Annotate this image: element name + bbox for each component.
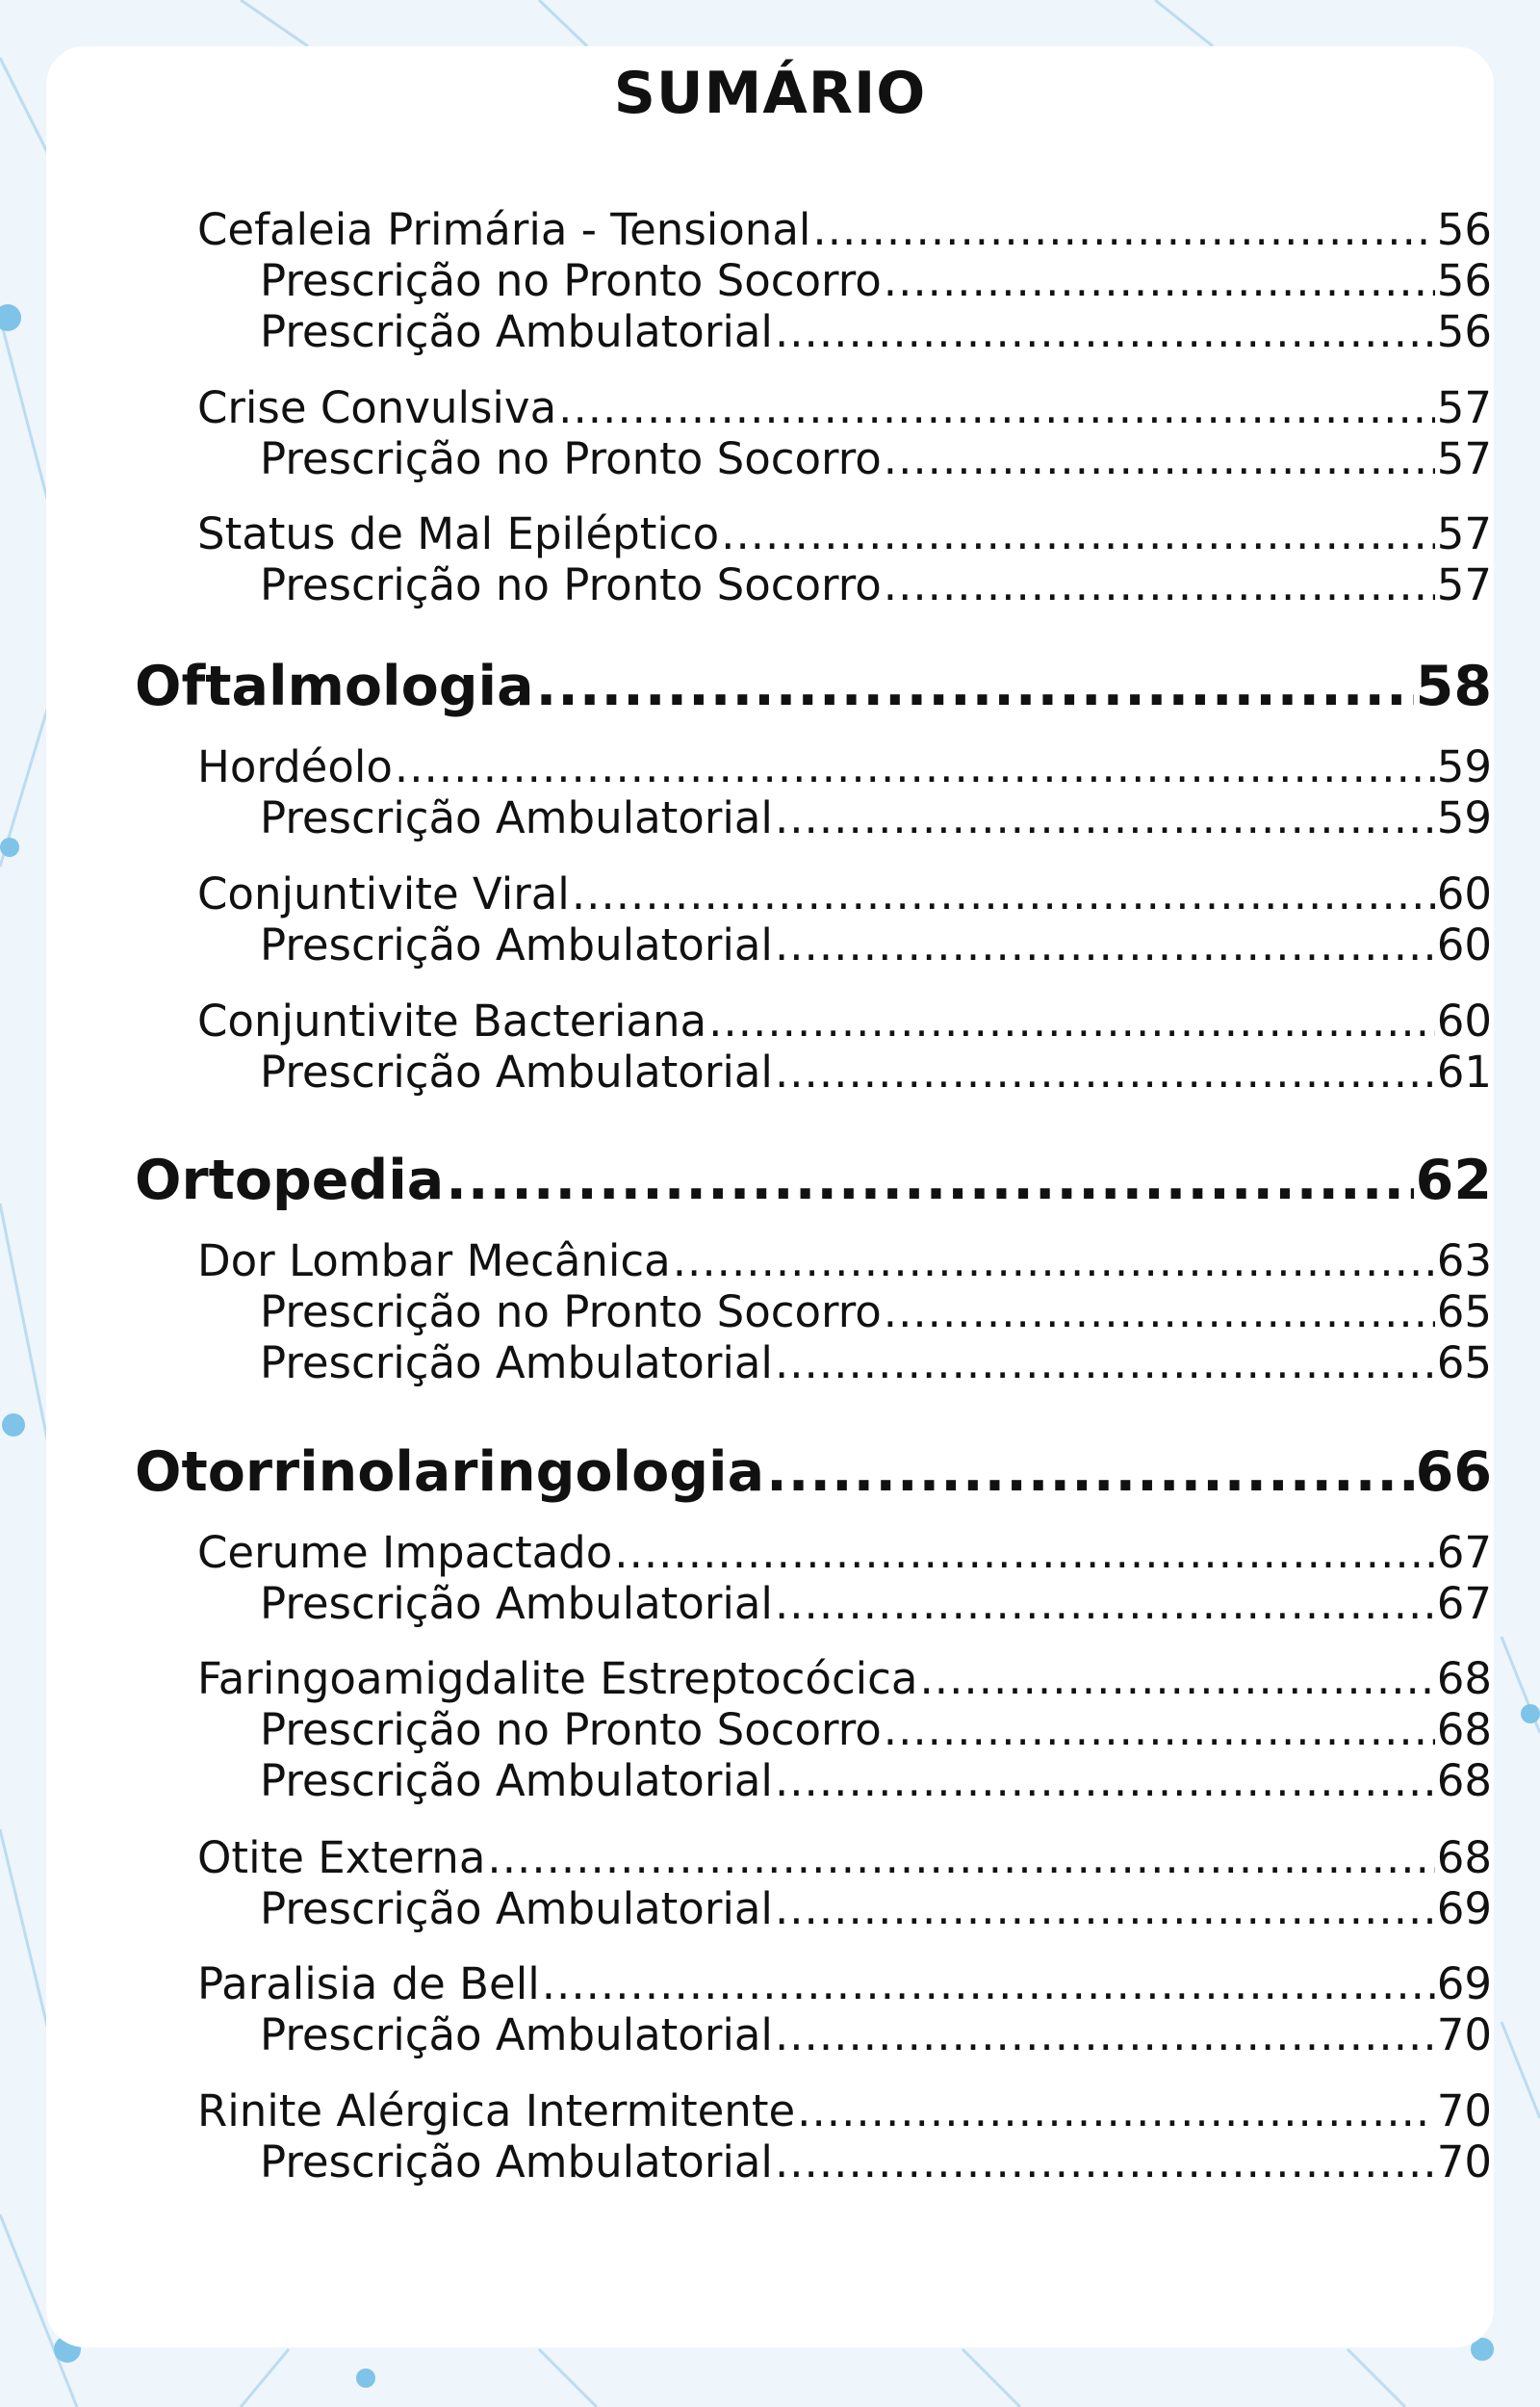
toc-page-number: 65 [1436, 1337, 1492, 1388]
dot-leader [558, 382, 1435, 433]
toc-subentry [260, 792, 1492, 843]
toc-entry-label: Prescrição Ambulatorial [260, 1755, 773, 1806]
dot-leader [542, 1958, 1435, 2009]
dot-leader [884, 559, 1435, 610]
dot-leader [572, 868, 1435, 919]
toc-entry-label: Prescrição Ambulatorial [260, 919, 773, 971]
toc-entry-label: Crise Convulsiva [197, 382, 557, 433]
dot-leader [812, 204, 1434, 255]
toc-topic-entry [197, 1235, 1492, 1286]
dot-leader [721, 508, 1435, 559]
dot-leader [775, 2136, 1435, 2187]
toc-topic-entry [197, 1958, 1492, 2009]
toc-entry-label: Prescrição Ambulatorial [260, 1047, 773, 1098]
dot-leader [673, 1235, 1435, 1286]
toc-subentry [260, 1704, 1492, 1755]
toc-topic-entry [197, 868, 1492, 919]
dot-leader [775, 1337, 1435, 1388]
dot-leader [775, 919, 1435, 971]
toc-page-number: 67 [1436, 1578, 1492, 1629]
toc-entry-label: Prescrição Ambulatorial [260, 1883, 773, 1934]
toc-entry-label: Conjuntivite Viral [197, 868, 570, 919]
toc-page-number: 57 [1436, 508, 1492, 559]
toc-entry-label: Prescrição Ambulatorial [260, 2136, 773, 2187]
toc-page-number: 68 [1436, 1704, 1492, 1755]
toc-topic-entry [197, 996, 1492, 1047]
toc-page-number: 56 [1436, 306, 1492, 357]
toc-entry-label: Prescrição no Pronto Socorro [260, 1704, 882, 1755]
dot-leader [775, 1883, 1435, 1934]
toc-topic-entry [197, 2085, 1492, 2136]
toc-page-number: 56 [1436, 255, 1492, 306]
toc-section-heading [135, 1149, 1492, 1212]
dot-leader [775, 1755, 1435, 1806]
dot-leader [446, 1149, 1413, 1212]
toc-entry-label: Dor Lombar Mecânica [197, 1235, 671, 1286]
dot-leader [536, 655, 1414, 718]
toc-page-number: 60 [1436, 919, 1492, 971]
toc-entry-label: Otorrinolaringologia [135, 1440, 765, 1504]
dot-leader [884, 1286, 1435, 1337]
toc-topic-entry [197, 508, 1492, 559]
toc-entry-label: Prescrição Ambulatorial [260, 1578, 773, 1629]
toc-entry-label: Status de Mal Epiléptico [197, 508, 720, 559]
toc-page-number: 59 [1436, 741, 1492, 792]
toc-subentry [260, 559, 1492, 610]
toc-topic-entry [197, 1832, 1492, 1883]
toc-entry-label: Faringoamigdalite Estreptocócica [197, 1653, 918, 1704]
toc-page-number: 57 [1436, 433, 1492, 484]
toc-page-number: 60 [1436, 996, 1492, 1047]
dot-leader [395, 741, 1435, 792]
toc-subentry [260, 2136, 1492, 2187]
toc-page-number: 69 [1436, 1883, 1492, 1934]
toc-topic-entry [197, 1653, 1492, 1704]
toc-page-number: 61 [1436, 1047, 1492, 1098]
dot-leader [614, 1527, 1434, 1578]
toc-entry-label: Cerume Impactado [197, 1527, 613, 1578]
toc-entry-label: Rinite Alérgica Intermitente [197, 2085, 796, 2136]
toc-page-number: 58 [1415, 655, 1492, 718]
toc-page-number: 66 [1415, 1440, 1492, 1504]
toc-section-heading [135, 1440, 1492, 1504]
dot-leader [775, 1047, 1435, 1098]
toc-entry-label: Prescrição Ambulatorial [260, 2009, 773, 2060]
toc-page-number: 57 [1436, 559, 1492, 610]
toc-page-number: 69 [1436, 1958, 1492, 2009]
toc-page-number: 65 [1436, 1286, 1492, 1337]
toc-page-number: 56 [1436, 204, 1492, 255]
toc-page-number: 68 [1436, 1755, 1492, 1806]
toc-page-number: 59 [1436, 792, 1492, 843]
toc-entry-label: Ortopedia [135, 1149, 445, 1212]
toc-page-number: 70 [1436, 2085, 1492, 2136]
dot-leader [775, 306, 1435, 357]
toc-section-heading [135, 655, 1492, 718]
toc-subentry [260, 1047, 1492, 1098]
toc-topic-entry [197, 1527, 1492, 1578]
dot-leader [884, 255, 1435, 306]
dot-leader [884, 433, 1435, 484]
toc-entry-label: Conjuntivite Bacteriana [197, 996, 707, 1047]
toc-subentry [260, 919, 1492, 971]
toc-entry-label: Hordéolo [197, 741, 393, 792]
dot-leader [775, 1578, 1435, 1629]
page-title: SUMÁRIO [613, 60, 927, 127]
toc-entry-label: Prescrição Ambulatorial [260, 792, 773, 843]
toc-entry-label: Otite Externa [197, 1832, 486, 1883]
toc-topic-entry [197, 741, 1492, 792]
toc-entry-label: Prescrição Ambulatorial [260, 1337, 773, 1388]
toc-subentry [260, 2009, 1492, 2060]
toc-page-number: 62 [1415, 1149, 1492, 1212]
toc-page-number: 57 [1436, 382, 1492, 433]
toc-subentry [260, 1883, 1492, 1934]
toc-subentry [260, 1337, 1492, 1388]
dot-leader [775, 792, 1435, 843]
dot-leader [884, 1704, 1435, 1755]
toc-page-number: 68 [1436, 1653, 1492, 1704]
toc-page-number: 68 [1436, 1832, 1492, 1883]
toc-entry-label: Prescrição no Pronto Socorro [260, 559, 882, 610]
toc-page-number: 70 [1436, 2136, 1492, 2187]
toc-entry-label: Paralisia de Bell [197, 1958, 540, 2009]
toc-entry-label: Oftalmologia [135, 655, 534, 718]
dot-leader [920, 1653, 1435, 1704]
toc-entry-label: Prescrição no Pronto Socorro [260, 255, 882, 306]
dot-leader [708, 996, 1435, 1047]
toc-page-number: 60 [1436, 868, 1492, 919]
toc-subentry [260, 433, 1492, 484]
toc-entry-label: Cefaleia Primária - Tensional [197, 204, 811, 255]
toc-subentry [260, 1286, 1492, 1337]
dot-leader [487, 1832, 1434, 1883]
toc-topic-entry [197, 204, 1492, 255]
dot-leader [766, 1440, 1414, 1504]
toc-subentry [260, 1578, 1492, 1629]
toc-page-number: 67 [1436, 1527, 1492, 1578]
toc-topic-entry [197, 382, 1492, 433]
toc-entry-label: Prescrição no Pronto Socorro [260, 1286, 882, 1337]
toc-entry-label: Prescrição no Pronto Socorro [260, 433, 882, 484]
toc-subentry [260, 1755, 1492, 1806]
toc-subentry [260, 306, 1492, 357]
toc-entry-label: Prescrição Ambulatorial [260, 306, 773, 357]
toc-subentry [260, 255, 1492, 306]
dot-leader [775, 2009, 1435, 2060]
toc-page-number: 63 [1436, 1235, 1492, 1286]
toc-page-number: 70 [1436, 2009, 1492, 2060]
dot-leader [797, 2085, 1435, 2136]
